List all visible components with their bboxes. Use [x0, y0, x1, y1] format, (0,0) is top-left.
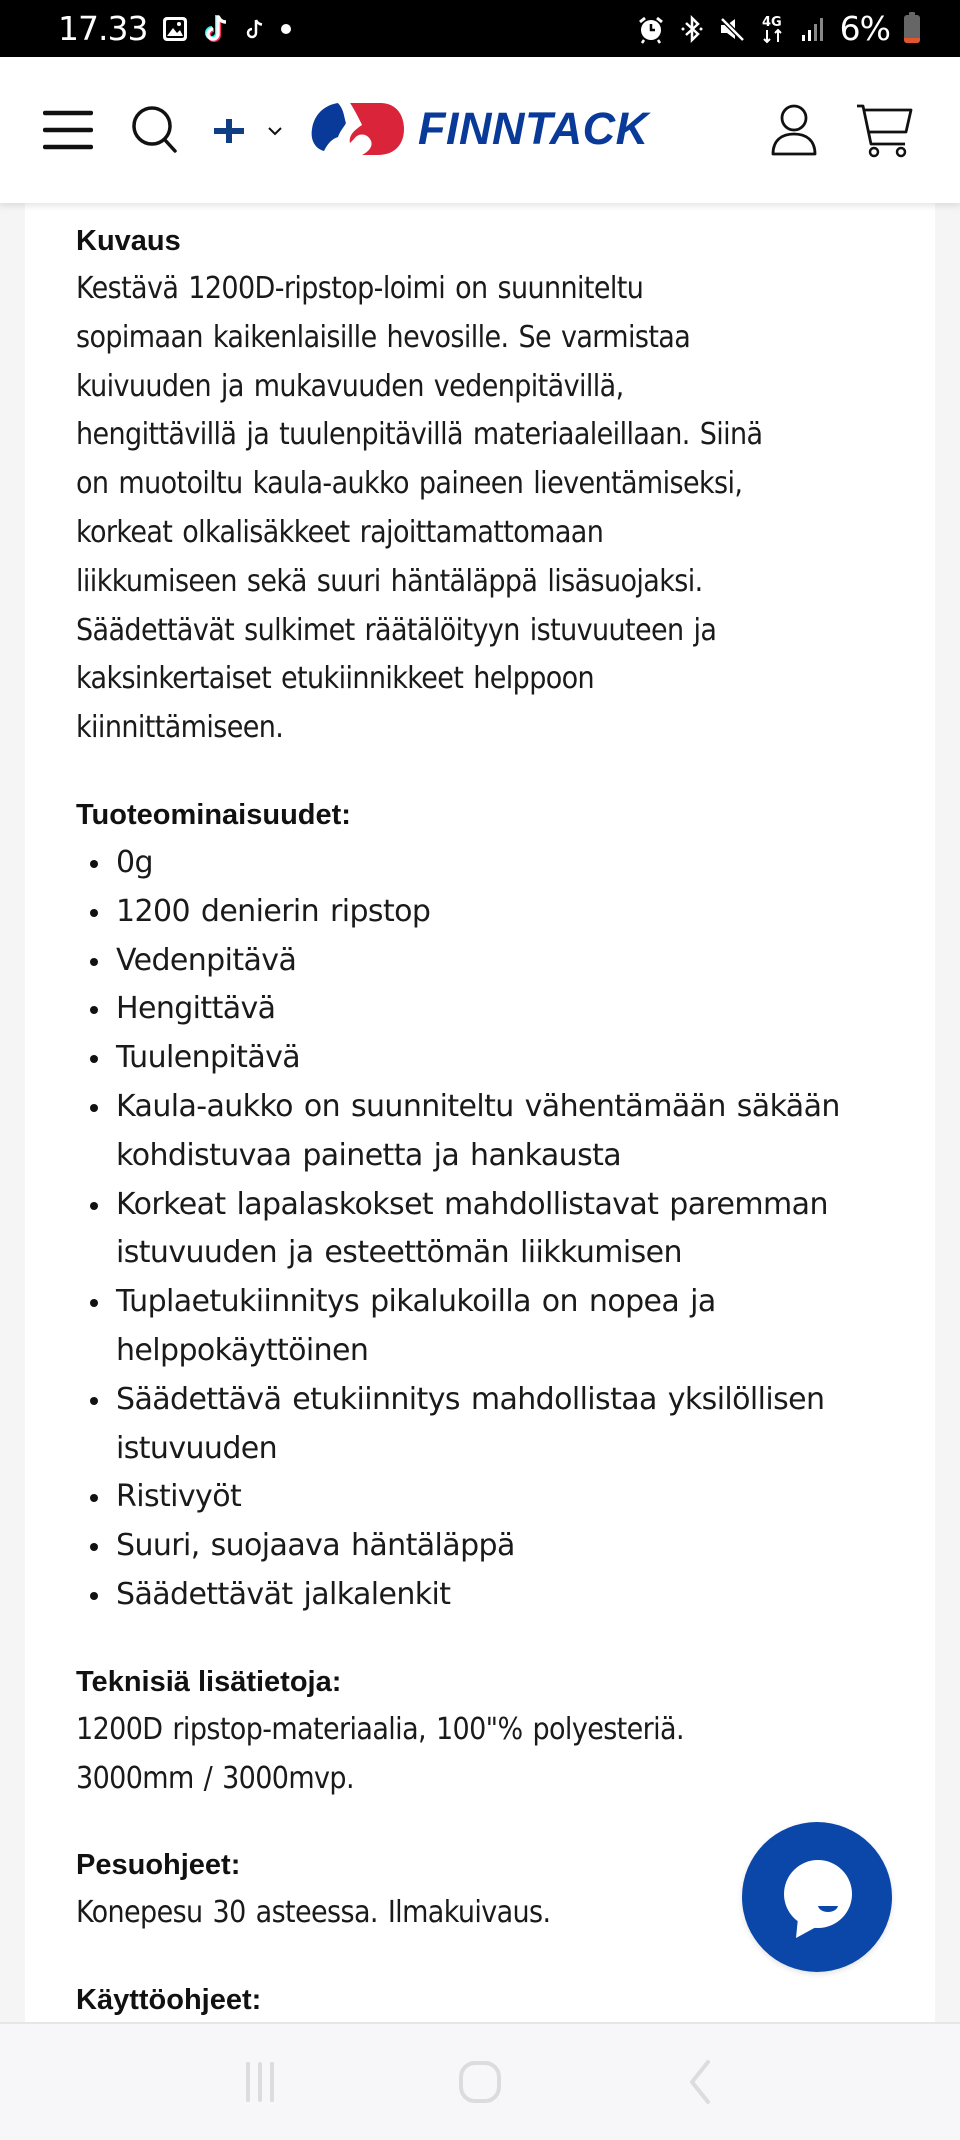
feature-item: Ristivyöt — [76, 1473, 896, 1522]
tiktok-icon — [203, 13, 231, 45]
feature-item: Säädettävät jalkalenkit — [76, 1571, 896, 1620]
bluetooth-icon — [680, 14, 704, 44]
feature-item: Tuulenpitävä — [76, 1034, 896, 1083]
feature-item: 0g — [76, 839, 896, 888]
feature-item: Tuplaetukiinnitys pikalukoilla on nopea ja helppokäyttöinen — [76, 1278, 896, 1376]
language-plus-icon — [211, 116, 247, 146]
usage-section — [76, 1976, 935, 2024]
status-left — [58, 9, 293, 48]
description-line: kuivuuden ja mukavuuden vedenpitävillä, — [76, 368, 624, 404]
signal-icon — [800, 15, 826, 43]
description-section — [76, 217, 935, 753]
back-button[interactable] — [670, 2052, 730, 2112]
description-line: hengittävillä ja tuulenpitävillä materiaaleillaan. Siinä — [76, 417, 763, 453]
description-line: liikkumiseen sekä suuri häntäläppä lisäsuojaksi. — [76, 563, 703, 599]
menu-icon — [43, 108, 93, 152]
description-line: Kestävä 1200D-ripstop-loimi on suunniteltu — [76, 271, 644, 306]
status-bar — [0, 0, 960, 57]
technical-title: Teknisiä lisätietoja: — [76, 1665, 342, 1698]
description-line: Säädettävät sulkimet räätälöityyn istuvuuteen ja — [76, 612, 717, 648]
menu-button[interactable] — [40, 105, 96, 155]
system-nav-bar — [0, 2022, 960, 2140]
svg-text:4G: 4G — [761, 14, 782, 30]
account-button[interactable] — [768, 103, 820, 157]
home-button[interactable] — [450, 2052, 510, 2112]
home-icon — [456, 2058, 504, 2106]
notification-dot-icon — [279, 22, 293, 36]
brand-name: FINNTACK — [418, 103, 649, 154]
feature-item: Vedenpitävä — [76, 937, 896, 986]
finntack-logo[interactable] — [310, 101, 649, 157]
chat-bubble-icon — [774, 1854, 860, 1940]
recent-apps-icon — [240, 2060, 280, 2104]
features-list — [76, 839, 896, 1620]
feature-item: 1200 denierin ripstop — [76, 888, 896, 937]
battery-percent: 6% — [839, 9, 890, 48]
4g-icon — [760, 13, 786, 45]
technical-line: 3000mm / 3000mvp. — [76, 1760, 354, 1796]
gallery-icon — [161, 15, 189, 43]
technical-text — [76, 1706, 896, 1804]
washing-line: Konepesu 30 asteessa. Ilmakuivaus. — [76, 1895, 551, 1931]
feature-item: Korkeat lapalaskokset mahdollistavat paremman istuvuuden ja esteettömän liikkumisen — [76, 1181, 896, 1279]
description-line: on muotoiltu kaula-aukko paineen lieventämiseksi, — [76, 466, 743, 502]
usage-title: Käyttöohjeet: — [76, 1984, 262, 2017]
alarm-icon — [636, 14, 666, 44]
feature-item: Hengittävä — [76, 985, 896, 1034]
cart-button[interactable] — [855, 101, 915, 159]
chevron-down-icon — [265, 121, 285, 141]
search-button[interactable] — [130, 103, 182, 157]
technical-section — [76, 1658, 935, 1804]
description-line: kaksinkertaiset etukiinnikkeet helppoon — [76, 661, 595, 697]
language-selector[interactable] — [208, 113, 288, 149]
search-icon — [131, 104, 181, 156]
description-title: Kuvaus — [76, 225, 181, 257]
recent-apps-button[interactable] — [230, 2052, 290, 2112]
status-time: 17.33 — [58, 9, 148, 48]
cart-icon — [856, 102, 914, 158]
account-icon — [770, 104, 818, 156]
horse-head-logo-icon — [310, 101, 404, 157]
description-line: kiinnittämiseen. — [76, 710, 284, 746]
mute-icon — [718, 15, 746, 43]
battery-icon — [904, 15, 920, 43]
description-line: sopimaan kaikenlaisille hevosille. Se varmistaa — [76, 319, 691, 355]
description-line: korkeat olkalisäkkeet rajoittamattomaan — [76, 514, 604, 550]
feature-item: Säädettävä etukiinnitys mahdollistaa yksilöllisen istuvuuden — [76, 1376, 896, 1474]
product-description-card — [25, 203, 935, 2023]
description-text — [76, 265, 896, 753]
back-icon — [682, 2058, 718, 2106]
features-section — [76, 791, 935, 1620]
features-title: Tuoteominaisuudet: — [76, 798, 351, 831]
tiktok-small-icon — [245, 17, 265, 41]
site-header — [0, 57, 960, 203]
washing-title: Pesuohjeet: — [76, 1849, 241, 1882]
feature-item: Suuri, suojaava häntäläppä — [76, 1522, 896, 1571]
technical-line: 1200D ripstop-materiaalia, 100"% polyesteriä. — [76, 1711, 684, 1747]
status-right — [636, 9, 920, 48]
feature-item: Kaula-aukko on suunniteltu vähentämään säkään kohdistuvaa painetta ja hankausta — [76, 1083, 896, 1181]
chat-button[interactable] — [742, 1822, 892, 1972]
